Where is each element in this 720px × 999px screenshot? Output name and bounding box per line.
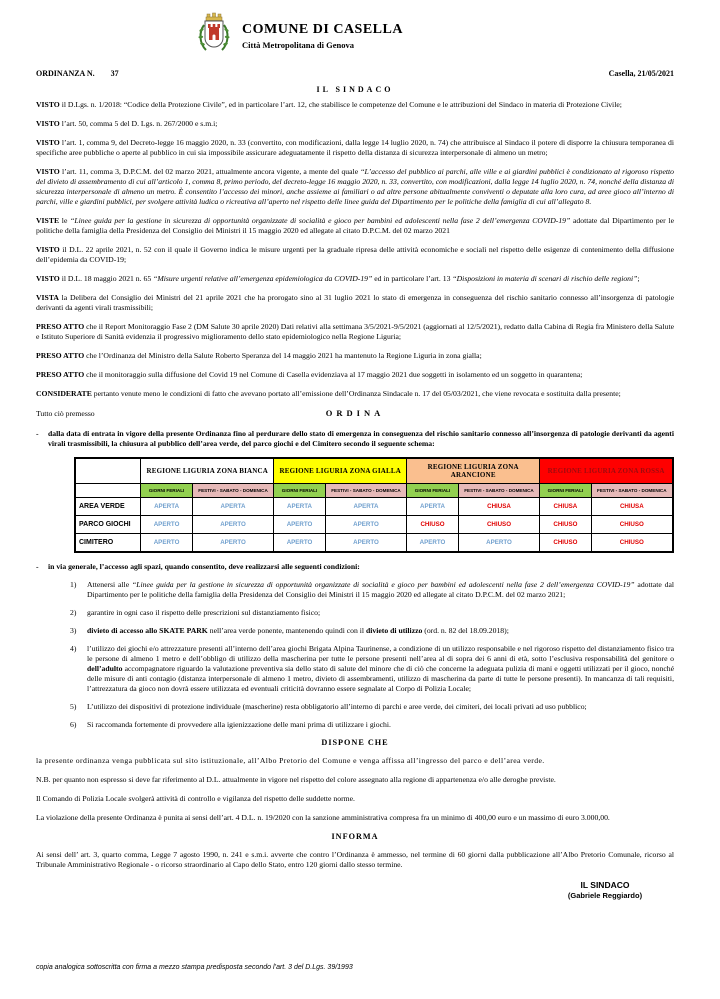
- status-cell: APERTO: [407, 534, 459, 553]
- premise-paragraph: PRESO ATTO che il Report Monitoraggio Fase 2 (DM Salute 30 aprile 2020) Dati relativi alla settimana 3/5/2021-9/5/2021 (aggiornati al 12/5/2021), redatto dalla Cabina di Regia fra Ministero della Salute e Istituto Superiore di Sanità evidenzia il progressivo miglioramento dello stato epidemiologico nella Regione Liguria;: [36, 322, 674, 341]
- status-cell: CHIUSO: [407, 516, 459, 534]
- status-cell: CHIUSO: [591, 516, 673, 534]
- condition-text: divieto di accesso allo SKATE PARK nell’area verde ponente, mantenendo quindi con il divieto di utilizzo (ord. n. 82 del 18.09.2018);: [87, 626, 509, 635]
- condition-number: 2): [70, 608, 77, 617]
- weekday-header: GIORNI FERIALI: [274, 484, 326, 498]
- weekday-header: GIORNI FERIALI: [540, 484, 591, 498]
- weekday-header: GIORNI FERIALI: [141, 484, 193, 498]
- table-corner-cell: [75, 484, 141, 498]
- status-cell: APERTA: [274, 498, 326, 516]
- premise-paragraph: VISTO il D.L. 18 maggio 2021 n. 65 “Misure urgenti relative all’emergenza epidemiologica da COVID-19” ed in particolare l’art. 13 “Disposizioni in materia di scenari di rischio delle regioni”;: [36, 274, 640, 283]
- premise-paragraph: CONSIDERATE pertanto venute meno le condizioni di fatto che avevano portato all’emissione dell’Ordinanza Sindacale n. 17 del 05/03/2021, che viene revocata e sostituita dalla presente;: [36, 389, 621, 398]
- coat-of-arms: [196, 10, 232, 61]
- area-label: CIMITERO: [75, 534, 141, 553]
- premises-section: [36, 100, 674, 399]
- status-cell: APERTO: [458, 534, 539, 553]
- informa-paragraph: Ai sensi dell’ art. 3, quarto comma, Legge 7 agosto 1990, n. 241 e s.m.i. avverte che contro l’Ordinanza è ammesso, nel termine di 60 giorni dalla pubblicazione all’Albo Pretorio Comunale, ricorso al Tribunale Amministrativo Regionale - o ricorso straordinario al Capo dello Stato, entro 120 giorni dallo stesso termine.: [36, 850, 674, 869]
- municipality-subtitle: Città Metropolitana di Genova: [242, 39, 354, 50]
- premise-paragraph: VISTO l’art. 1, comma 9, del Decreto-legge 16 maggio 2020, n. 33 (convertito, con modificazioni, dalla legge 14 luglio 2020, n. 74) che attribuisce al Sindaco il potere di disporre la chiusura temporanea di specifiche aree pubbliche o aperte al pubblico in cui sia impossibile assicurare adeguatamente il rispetto della distanza di sicurezza interpersonale di almeno un metro;: [36, 138, 674, 157]
- status-cell: APERTA: [141, 498, 193, 516]
- ordina-bullet-1: - dalla data di entrata in vigore della presente Ordinanza fino al perdurare dello stato di emergenza in conseguenza del rischio sanitario connesso all’insorgenza di patologie derivanti da agenti virali trasmissibili, la chiusura al pubblico dell’area verde, del parco giochi e del Cimitero secondo il seguente schema:: [36, 429, 674, 448]
- condition-item: [70, 720, 674, 730]
- condition-item: [70, 626, 674, 636]
- table-corner-cell: [75, 458, 141, 484]
- signature-name: (Gabriele Reggiardo): [567, 891, 643, 900]
- premise-paragraph: VISTO il D.L. 22 aprile 2021, n. 52 con il quale il Governo indica le misure urgenti per la graduale ripresa delle attività economiche e sociali nel rispetto delle esigenze di contenimento della diffusione dell’epidemia da COVID-19;: [36, 245, 674, 264]
- dispone-heading: DISPONE CHE: [321, 738, 389, 747]
- schedule-row: [75, 516, 673, 534]
- premise-paragraph: VISTE le “Linee guida per la gestione in sicurezza di opportunità organizzate di socialità e gioco per bambini ed adolescenti nella fase 2 dell’emergenza COVID-19” adottate dal Dipartimento per le politiche della famiglia della Presidenza del Consiglio dei Ministri il 15 maggio 2020 ed allegate al citato D.P.C.M. del 02 marzo 2021: [36, 216, 674, 235]
- zone-schedule-table: [74, 457, 674, 553]
- premise-paragraph: PRESO ATTO che l’Ordinanza del Ministro della Salute Roberto Speranza del 14 maggio 2021 ha mantenuto la Regione Liguria in zona gialla;: [36, 351, 482, 360]
- dispone-paragraph: la presente ordinanza venga pubblicata sul sito istituzionale, all’Albo Pretorio del Comune e venga affissa all’ingresso del parco e dell’area verde.: [36, 756, 545, 765]
- status-cell: APERTA: [325, 498, 406, 516]
- condition-item: [70, 608, 674, 618]
- status-cell: APERTO: [141, 516, 193, 534]
- weekday-header: GIORNI FERIALI: [407, 484, 459, 498]
- status-cell: APERTO: [274, 516, 326, 534]
- bullet-dash: -: [36, 429, 39, 438]
- premise-paragraph: VISTA la Delibera del Consiglio dei Ministri del 21 aprile 2021 che ha prorogato sino al 31 luglio 2021 lo stato di emergenza in conseguenza del rischio sanitario connesso all’insorgenza di patologie derivanti da agenti virali trasmissibili;: [36, 293, 674, 312]
- zone-header: REGIONE LIGURIA ZONA GIALLA: [274, 458, 407, 484]
- condition-item: [70, 644, 674, 694]
- condition-text: Attenersi alle “Linee guida per la gestione in sicurezza di opportunità organizzate di socialità e gioco per bambini ed adolescenti nella fase 2 dell’emergenza COVID-19” adottate dal Dipartimento per le politiche della famiglia della Presidenza del Consiglio dei Ministri il 15 maggio 2020 ed allegate al citato D.P.C.M. del 02 marzo 2021;: [87, 580, 674, 599]
- status-cell: APERTO: [325, 534, 406, 553]
- premise-paragraph: VISTO l’art. 11, comma 3, D.P.C.M. del 02 marzo 2021, attualmente ancora vigente, a mente del quale “L’accesso del pubblico ai parchi, alle ville e ai giardini pubblici è condizionato al rigoroso rispetto del divieto di assembramento di cui all’articolo 1, comma 8, primo periodo, del decreto-legge 16 maggio 2020, n. 33, convertito, con modificazioni, dalla legge 14 luglio 2020, n. 74, nonché della distanza di sicurezza interpersonale di almeno un metro. È consentito l’accesso dei minori, anche assieme ai familiari o ad altre persone abitualmente conviventi o deputate alla loro cura, ad aree gioco all’interno di parchi, ville e giardini pubblici, per svolgere attività ludica o ricreativa all’aperto nel rispetto delle linee guida del Dipartimento per le politiche della famiglia di cui all’allegato 8.: [36, 167, 674, 206]
- status-cell: APERTO: [192, 516, 273, 534]
- premise-paragraph: VISTO l’art. 50, comma 5 del D. Lgs. n. 267/2000 e s.m.i;: [36, 119, 218, 128]
- bullet-dash: -: [36, 562, 39, 571]
- ordina-preface: Tutto ciò premesso: [36, 409, 95, 418]
- masthead: [196, 10, 674, 61]
- premise-paragraph: PRESO ATTO che il monitoraggio sulla diffusione del Covid 19 nel Comune di Casella evidenziava al 17 maggio 2021 due soggetti in isolamento ed un soggetto in quarantena;: [36, 370, 583, 379]
- status-cell: APERTO: [192, 534, 273, 553]
- place-date: Casella, 21/05/2021: [608, 69, 674, 78]
- condition-text: L’utilizzo dei dispositivi di protezione individuale (mascherine) resta obbligatorio all’interno di parchi e aree verde, dei cimiteri, dei locali privati ad uso pubblico;: [87, 702, 587, 711]
- weekend-header: FESTIVI - SABATO - DOMENICA: [591, 484, 673, 498]
- weekend-header: FESTIVI - SABATO - DOMENICA: [325, 484, 406, 498]
- condition-number: 4): [70, 644, 77, 653]
- status-cell: APERTA: [407, 498, 459, 516]
- municipality-name: COMUNE DI CASELLA: [242, 21, 403, 37]
- area-label: AREA VERDE: [75, 498, 141, 516]
- signature-block: [540, 880, 670, 900]
- status-cell: CHIUSA: [458, 498, 539, 516]
- area-label: PARCO GIOCHI: [75, 516, 141, 534]
- dispone-paragraph: Il Comando di Polizia Locale svolgerà attività di controllo e vigilanza del rispetto delle suddette norme.: [36, 794, 355, 803]
- status-cell: CHIUSA: [540, 498, 591, 516]
- status-cell: APERTO: [325, 516, 406, 534]
- status-cell: APERTO: [274, 534, 326, 553]
- condition-text: garantire in ogni caso il rispetto delle prescrizioni sul distanziamento fisico;: [87, 608, 321, 617]
- schedule-row: [75, 498, 673, 516]
- footer-note: copia analogica sottoscritta con firma a mezzo stampa predisposta secondo l’art. 3 del D.Lgs. 39/1993: [36, 964, 353, 971]
- condition-number: 5): [70, 702, 77, 711]
- dispone-paragraph: N.B. per quanto non espresso si deve far riferimento al D.L. attualmente in vigore nel rispetto del colore assegnato alla regione di appartenenza e/o alle deroghe previste.: [36, 775, 556, 784]
- dispone-paragraph: La violazione della presente Ordinanza è punita ai sensi dell’art. 4 D.L. n. 19/2020 con la sanzione amministrativa compresa fra un minimo di 400,00 euro e un massimo di euro 3.000,00.: [36, 813, 610, 822]
- masthead-text: [242, 22, 403, 50]
- ordina-bullet-2: - in via generale, l’accesso agli spazi, quando consentito, deve realizzarsi alle seguenti condizioni:: [36, 562, 360, 571]
- ordinance-label: ORDINANZA N.: [36, 69, 95, 78]
- ordinance-header-row: [36, 69, 674, 78]
- zone-header: REGIONE LIGURIA ZONA BIANCA: [141, 458, 274, 484]
- dispone-section: [36, 756, 674, 823]
- condition-text: l’utilizzo dei giochi e/o attrezzature presenti all’interno dell’area giochi Brigata Alpina Taurinense, a condizione di un utilizzo responsabile e nel rigoroso rispetto del distanziamento fisico tra le persone di almeno 1 metro e dell’obbligo di utilizzo della mascherina per tutte le persone presenti nell’area al di sopra dei 6 anni di età, sotto l’esclusiva responsabilità del genitore o dell’adulto accompagnatore riguardo la valutazione preventiva sia dello stato di salute del minore che di ciò che concerne la adeguata pulizia di mani e oggetti utilizzati per il gioco, nonché delle misure di anti contagio (distanza interpersonale di almeno 1 metro, divieto di assembramenti, utilizzo di mascherina da parte di tutte le persone presenti). In mancanza di tali requisiti, l’attrezzatura da gioco non dovrà essere utilizzata ed eventuali criticità dovranno essere segnalate al Corpo di Polizia Locale;: [87, 644, 674, 693]
- condition-number: 1): [70, 580, 77, 589]
- signature-title: IL SINDACO: [580, 880, 630, 890]
- ordina-row: [36, 408, 674, 419]
- issuer-heading: IL SINDACO: [316, 85, 394, 94]
- informa-heading: INFORMA: [331, 832, 379, 841]
- weekend-header: FESTIVI - SABATO - DOMENICA: [458, 484, 539, 498]
- premise-paragraph: VISTO il D.Lgs. n. 1/2018: “Codice della Protezione Civile”, ed in particolare l’art. 12, che stabilisce le competenze del Comune e le attribuzioni del Sindaco in materia di Protezione Civile;: [36, 100, 622, 109]
- status-cell: CHIUSO: [458, 516, 539, 534]
- condition-item: [70, 580, 674, 600]
- status-cell: APERTO: [141, 534, 193, 553]
- condition-item: [70, 702, 674, 712]
- zone-header: REGIONE LIGURIA ZONA ROSSA: [540, 458, 673, 484]
- zone-header: REGIONE LIGURIA ZONA ARANCIONE: [407, 458, 540, 484]
- status-cell: CHIUSA: [591, 498, 673, 516]
- conditions-list: [70, 580, 674, 730]
- status-cell: APERTA: [192, 498, 273, 516]
- condition-text: Si raccomanda fortemente di provvedere alla igienizzazione delle mani prima di utilizzare i giochi.: [87, 720, 391, 729]
- condition-number: 6): [70, 720, 77, 729]
- status-cell: CHIUSO: [540, 534, 591, 553]
- ordinance-number: 37: [110, 69, 119, 78]
- schedule-row: [75, 534, 673, 553]
- status-cell: CHIUSO: [540, 516, 591, 534]
- weekend-header: FESTIVI - SABATO - DOMENICA: [192, 484, 273, 498]
- status-cell: CHIUSO: [591, 534, 673, 553]
- condition-number: 3): [70, 626, 77, 635]
- ordinance-number-line: [36, 69, 119, 78]
- ordina-heading: ORDINA: [325, 408, 385, 418]
